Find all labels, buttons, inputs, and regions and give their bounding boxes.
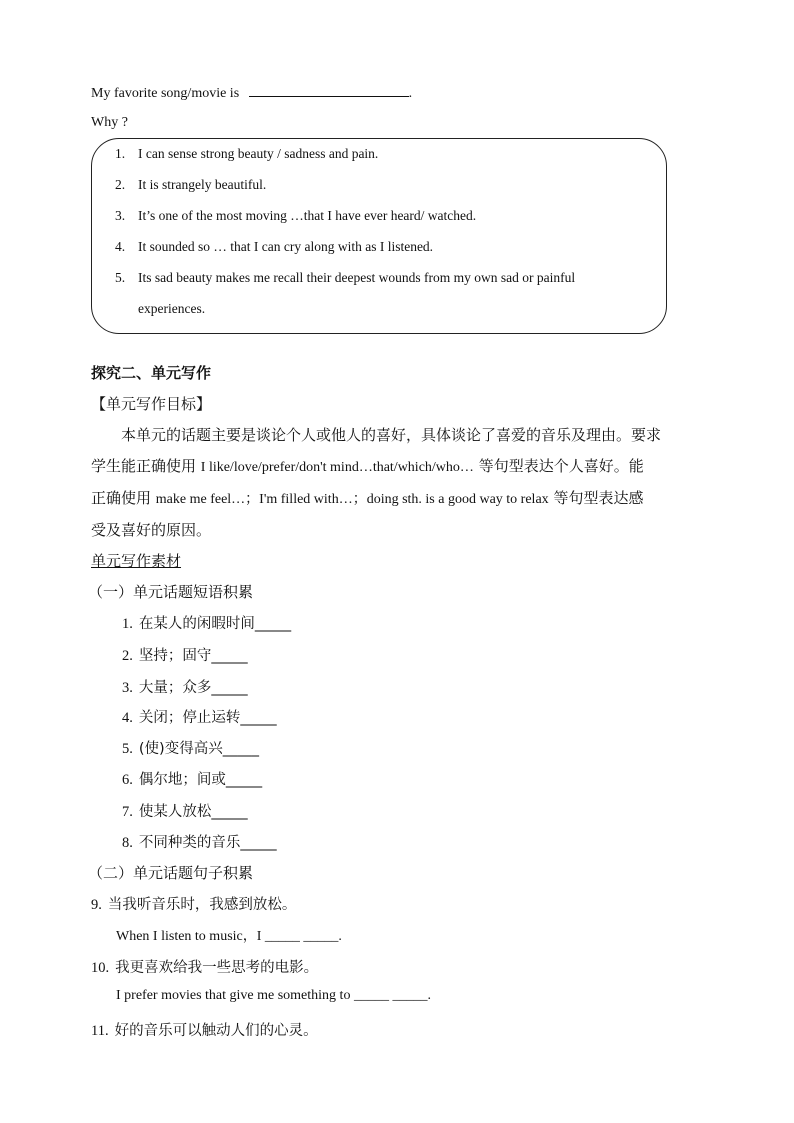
goal-line-4: 受及喜好的原因。 (91, 521, 212, 539)
goal-text: 正确使用 (91, 489, 156, 507)
phrase-text: 在某人的闲暇时间_____ (138, 616, 292, 632)
reason-text: It’s one of the most moving …that I have ever heard/ watched. (138, 208, 477, 223)
phrase-number: 3. (122, 680, 133, 696)
phrase-number: 4. (122, 710, 133, 726)
reason-item (115, 146, 378, 162)
phrase-text: (使)变得高兴_____ (138, 741, 259, 757)
reason-number: 1. (115, 146, 126, 161)
sentence-chinese: 好的音乐可以触动人们的心灵。 (114, 1023, 318, 1039)
phrase-text: 偶尔地；间或_____ (138, 772, 263, 788)
phrase-item (122, 676, 248, 697)
reason-text: It sounded so … that I can cry along with as I listened. (138, 239, 434, 254)
sentence-number: 10. (91, 960, 110, 976)
goal-text: 学生能正确使用 (91, 457, 201, 475)
sentence-english: I prefer movies that give me something to _____ _____. (116, 988, 431, 1003)
phrase-number: 5. (122, 741, 133, 757)
sentence-chinese: 当我听音乐时，我感到放松。 (107, 897, 297, 913)
reason-item (115, 301, 205, 317)
sentence-chinese: 我更喜欢给我一些思考的电影。 (115, 960, 319, 976)
reason-text: I can sense strong beauty / sadness and pain. (138, 146, 379, 161)
phrases-title: （一）单元话题短语积累 (88, 583, 254, 601)
reason-number: 2. (115, 177, 126, 192)
phrase-item (122, 706, 277, 727)
sentence-item (91, 893, 296, 914)
sentence-number: 9. (91, 897, 102, 913)
phrase-item (122, 831, 277, 852)
phrase-item (122, 612, 291, 633)
goal-line-1: 本单元的话题主要是谈论个人或他人的喜好，具体谈论了喜爱的音乐及理由。要求 (121, 426, 662, 444)
goal-text: 等句型表达感 (548, 489, 644, 507)
materials-title: 单元写作素材 (91, 552, 182, 570)
reason-number: 3. (115, 208, 126, 223)
sentences-title: （二）单元话题句子积累 (88, 864, 254, 882)
phrase-text: 不同种类的音乐_____ (138, 835, 277, 851)
reason-number: 5. (115, 270, 126, 285)
phrase-number: 2. (122, 648, 133, 664)
phrase-item (122, 768, 262, 789)
phrase-number: 1. (122, 616, 133, 632)
phrase-text: 大量；众多_____ (138, 680, 248, 696)
phrase-text: 关闭；停止运转_____ (138, 710, 277, 726)
phrase-number: 6. (122, 772, 133, 788)
reason-item (115, 270, 575, 286)
why-label: Why ? (91, 115, 128, 130)
reason-item (115, 177, 266, 193)
reason-text: experiences. (138, 301, 206, 316)
goal-paragraph (91, 420, 703, 546)
sentence-english: When I listen to music，I _____ _____. (116, 929, 342, 944)
sentence-item (91, 1019, 318, 1040)
phrase-item (122, 644, 248, 665)
goal-line-2 (91, 451, 703, 483)
goal-english: I like/love/prefer/don't mind…that/which/who… (200, 460, 474, 475)
goal-text: 等句型表达个人喜好。能 (473, 457, 644, 475)
reason-text: It is strangely beautiful. (138, 177, 267, 192)
goal-line-3 (91, 483, 703, 515)
phrase-text: 使某人放松_____ (138, 804, 248, 820)
reason-text: Its sad beauty makes me recall their deepest wounds from my own sad or painful (138, 270, 576, 285)
reason-item (115, 239, 433, 255)
sentence-number: 11. (91, 1023, 109, 1039)
reason-item (115, 208, 476, 224)
goal-title: 【单元写作目标】 (91, 395, 212, 413)
phrase-text: 坚持；固守_____ (138, 648, 248, 664)
phrase-item (122, 800, 248, 821)
favorite-line (91, 84, 412, 102)
phrase-item (122, 737, 259, 758)
sentence-item (91, 956, 318, 977)
reason-number: 4. (115, 239, 126, 254)
phrase-number: 7. (122, 804, 133, 820)
section-title: 探究二、单元写作 (91, 364, 212, 382)
favorite-blank[interactable] (249, 84, 409, 97)
goal-english: make me feel…；I'm filled with…；doing sth. is a good way to relax (155, 492, 549, 507)
favorite-label: My favorite song/movie is (91, 86, 240, 101)
phrase-number: 8. (122, 835, 133, 851)
favorite-end: . (408, 86, 413, 101)
